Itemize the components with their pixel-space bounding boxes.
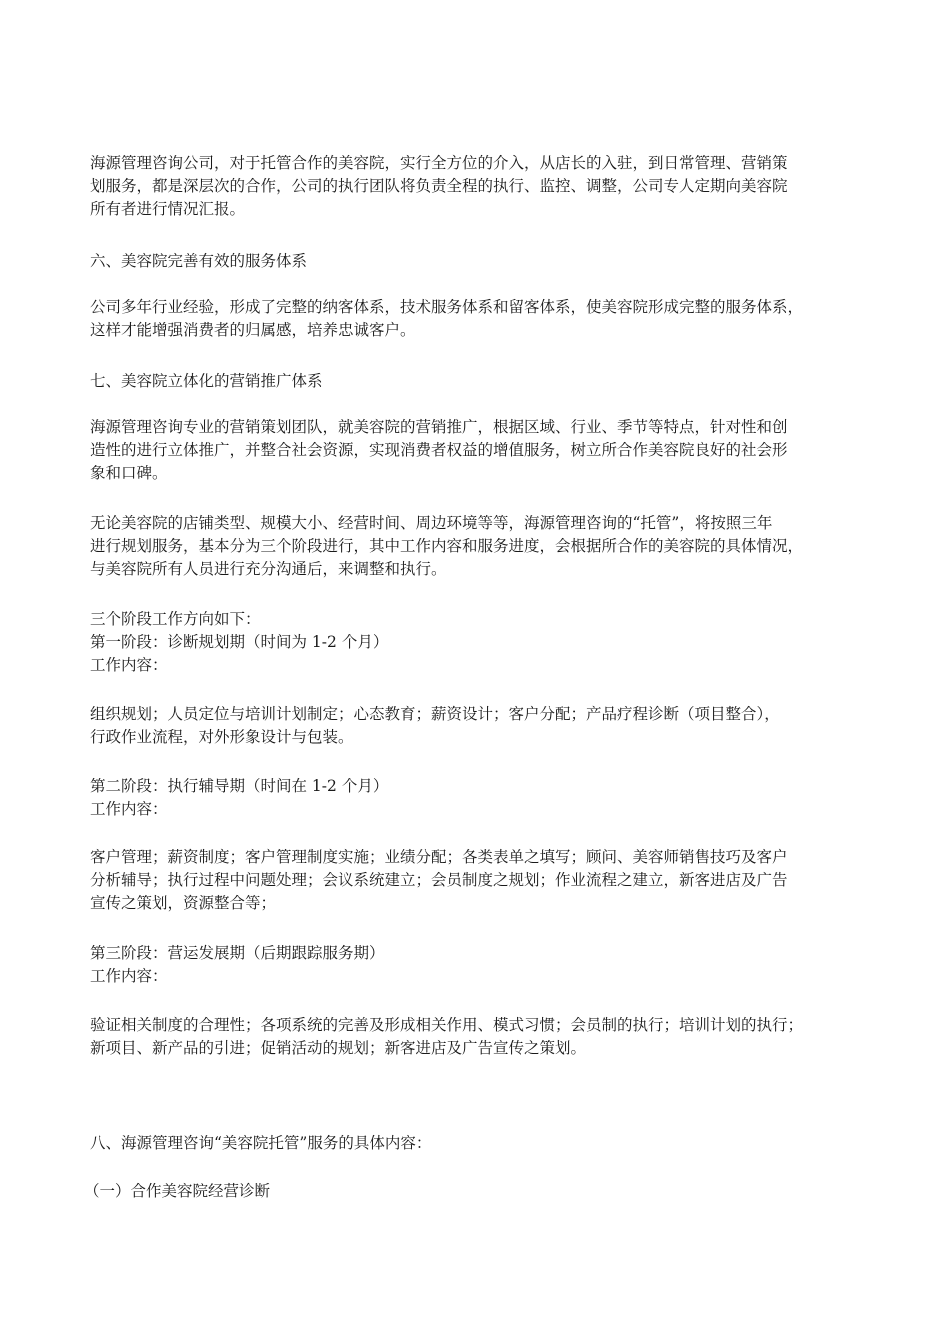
paragraph-phase-one-content: 组织规划；人员定位与培训计划制定；心态教育；薪资设计；客户分配；产品疗程诊断（项目整合）， 行政作业流程，对外形象设计与包装。 [90,705,780,746]
heading-section-eight: 八、海源管理咨询“美容院托管”服务的具体内容： [90,1134,432,1152]
paragraph-management-intro: 海源管理咨询公司，对于托管合作的美容院，实行全方位的介入，从店长的入驻，到日常管理、营销策 划服务，都是深层次的合作，公司的执行团队将负责全程的执行、监控、调整，公司专人定期向美容院 所有者进行情况汇报。 [90,154,788,218]
paragraph-marketing-promotion: 海源管理咨询专业的营销策划团队，就美容院的营销推广，根据区域、行业、季节等特点，针对性和创 造性的进行立体推广，并整合社会资源，实现消费者权益的增值服务，树立所合作美容院良好的社会形 象和口碑。 [90,418,788,482]
heading-section-seven: 七、美容院立体化的营销推广体系 [90,372,323,390]
heading-section-six: 六、美容院完善有效的服务体系 [90,252,308,270]
paragraph-three-year-plan: 无论美容院的店铺类型、规模大小、经营时间、周边环境等等，海源管理咨询的“托管”，将按照三年 进行规划服务，基本分为三个阶段进行，其中工作内容和服务进度，会根据所合作的美容院的具体情况， 与美容院所有人员进行充分沟通后，来调整和执行。 [90,514,804,578]
paragraph-service-system: 公司多年行业经验，形成了完整的纳客体系，技术服务体系和留客体系，使美容院形成完整的服务体系， 这样才能增强消费者的归属感，培养忠诚客户。 [90,298,804,339]
paragraph-phase-one-heading: 三个阶段工作方向如下： 第一阶段：诊断规划期（时间为 1-2 个月） 工作内容： [90,610,389,674]
paragraph-phase-three-content: 验证相关制度的合理性；各项系统的完善及形成相关作用、模式习惯；会员制的执行；培训计划的执行； 新项目、新产品的引进；促销活动的规划；新客进店及广告宣传之策划。 [90,1016,804,1057]
paragraph-phase-two-heading: 第二阶段：执行辅导期（时间在 1-2 个月） 工作内容： [90,777,389,818]
paragraph-phase-two-content: 客户管理；薪资制度；客户管理制度实施；业绩分配；各类表单之填写；顾问、美容师销售技巧及客户 分析辅导；执行过程中问题处理；会议系统建立；会员制度之规划；作业流程之建立，新客进店及广告 宣传之策划，资源整合等； [90,848,788,912]
heading-subsection-one: （一）合作美容院经营诊断 [84,1182,271,1200]
paragraph-phase-three-heading: 第三阶段：营运发展期（后期跟踪服务期） 工作内容： [90,944,385,985]
